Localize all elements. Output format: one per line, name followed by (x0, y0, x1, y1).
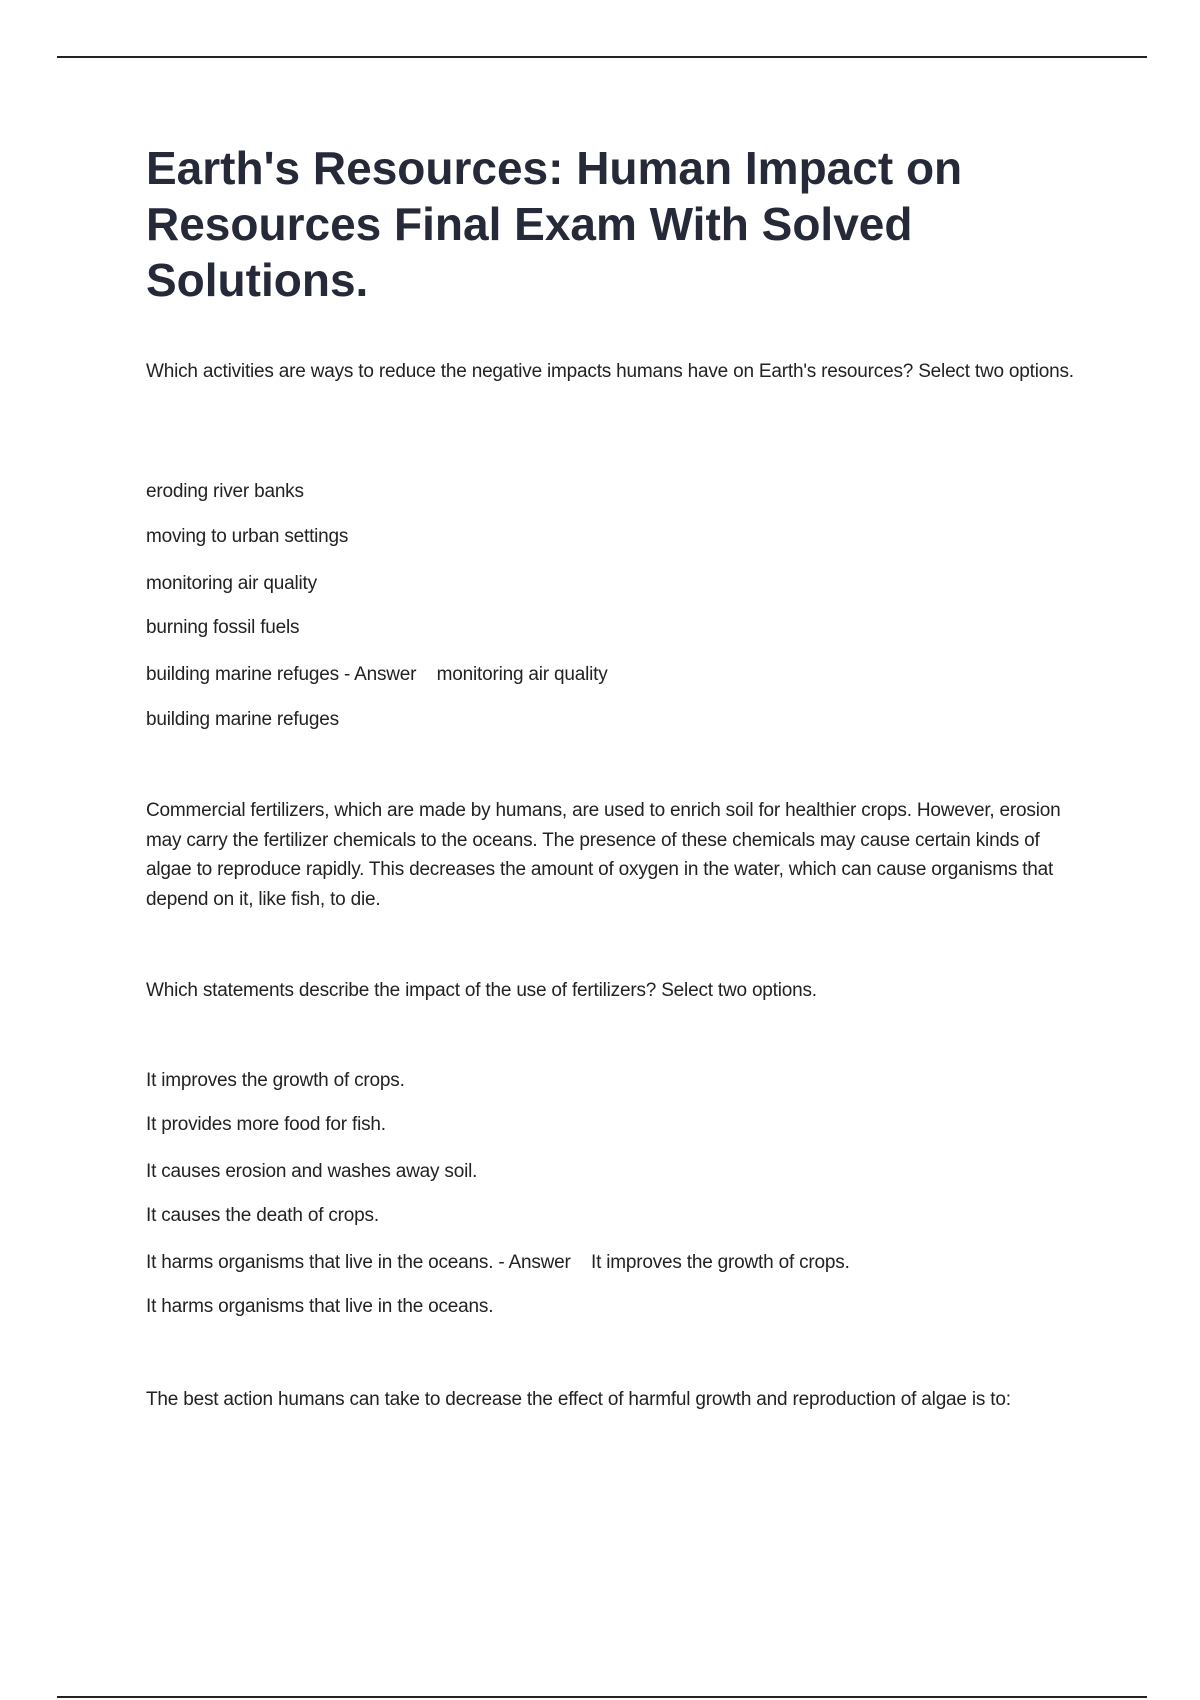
question-2-option: It causes erosion and washes away soil. (146, 1161, 478, 1182)
question-2-option: It harms organisms that live in the oceans. (146, 1296, 494, 1317)
top-rule (57, 56, 1147, 58)
question-2-option: It provides more food for fish. (146, 1114, 386, 1135)
question-2-prompt: Which statements describe the impact of the use of fertilizers? Select two options. (146, 980, 817, 1001)
bottom-rule (57, 1696, 1147, 1698)
question-1-prompt: Which activities are ways to reduce the negative impacts humans have on Earth's resources? Select two options. (146, 361, 1074, 382)
question-3-prompt: The best action humans can take to decrease the effect of harmful growth and reproduction of algae is to: (146, 1389, 1011, 1410)
question-1-option: building marine refuges (146, 709, 339, 730)
question-1-option: moving to urban settings (146, 526, 349, 547)
question-2-answer: It harms organisms that live in the oceans. - Answer It improves the growth of crops. (146, 1252, 850, 1273)
question-2-option: It causes the death of crops. (146, 1205, 379, 1226)
question-2-context: Commercial fertilizers, which are made by humans, are used to enrich soil for healthier crops. However, erosion may carry the fertilizer chemicals to the oceans. The presence of these chemicals may cause certain kinds of algae to reproduce rapidly. This decreases the amount of oxygen in the water, which can cause organisms that depend on it, like fish, to die. (146, 800, 1061, 910)
question-2-option: It improves the growth of crops. (146, 1070, 405, 1091)
question-1-answer: building marine refuges - Answer monitoring air quality (146, 664, 608, 685)
document-title: Earth's Resources: Human Impact on Resources Final Exam With Solved Solutions. (146, 142, 963, 306)
question-1-option: monitoring air quality (146, 573, 317, 594)
question-1-option: burning fossil fuels (146, 617, 300, 638)
question-1-option: eroding river banks (146, 481, 304, 502)
